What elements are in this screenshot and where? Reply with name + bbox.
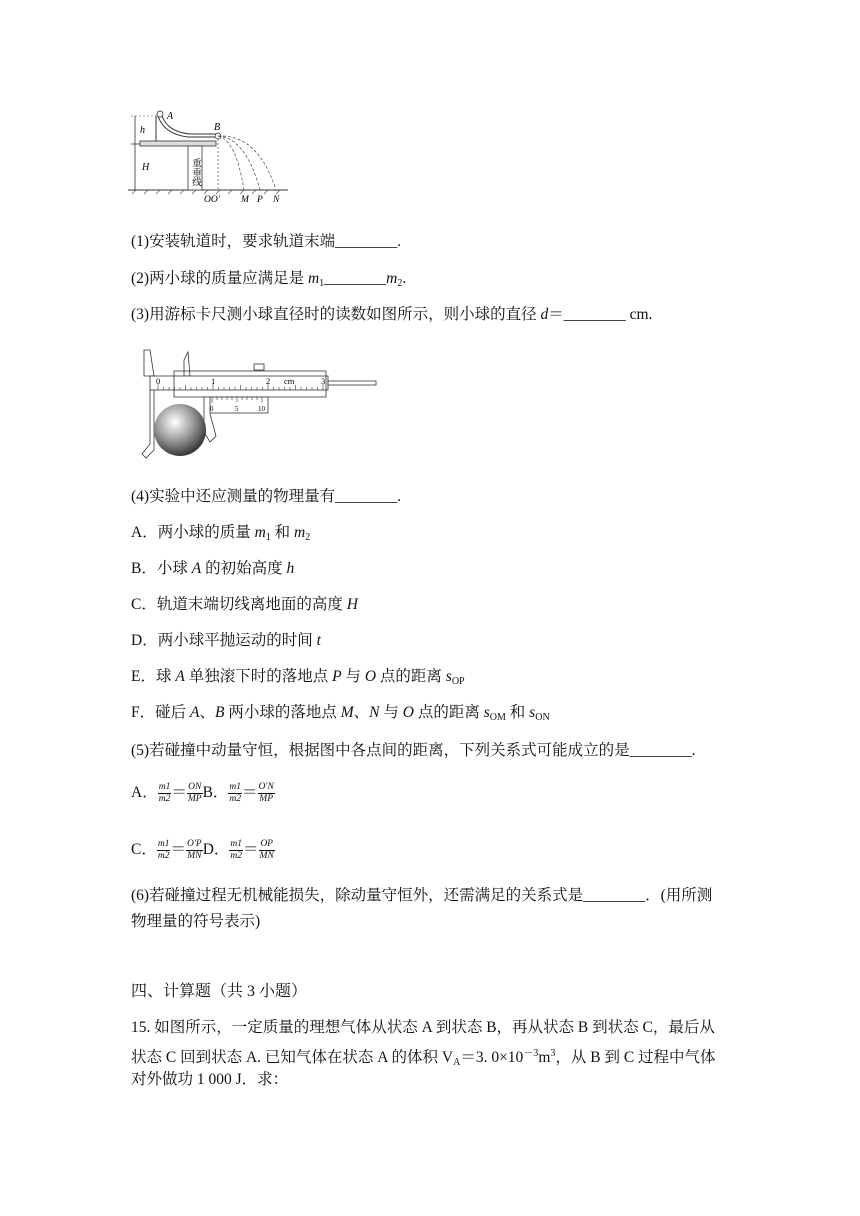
option-4f: F．碰后 A、B 两小球的落地点 M、N 与 O 点的距离 $s_{OM}$ 和 $s_{ON}$ [131, 704, 550, 723]
question-5: (5)若碰撞中动量守恒，根据图中各点间的距离，下列关系式可能成立的是________. [131, 742, 696, 759]
fraction-5c-lhs: $\frac{m1}{m2}$ [157, 838, 170, 861]
fraction-5c-rhs: $\frac{O'P}{MN}$ [186, 838, 202, 861]
question-6-line2: 物理量的符号表示) [131, 913, 261, 930]
option-4d: D．两小球平抛运动的时间 t [131, 632, 321, 649]
label-n: N [273, 195, 280, 205]
fraction-5b-rhs: $\frac{O'N}{MP}$ [258, 781, 274, 804]
main-tick-3: 3 [321, 376, 326, 386]
question-15-line1: 15. 如图所示，一定质量的理想气体从状态 A 到状态 B，再从状态 B 到状态 C，最后从 [131, 1019, 715, 1036]
question-3: (3)用游标卡尺测小球直径时的读数如图所示，则小球的直径 d＝________ cm. [131, 306, 653, 323]
option-4e: E．球 A 单独滚下时的落地点 P 与 O 点的距离 $s_{OP}$ [131, 668, 465, 687]
collision-apparatus-figure [128, 108, 298, 206]
question-4: (4)实验中还应测量的物理量有________. [131, 488, 401, 505]
question-2: (2)两小球的质量应满足是 $m_1\_\_\_\_\_\_\_\_m_2$. [131, 270, 407, 289]
question-15-line3: 对外做功 1 000 J．求： [131, 1071, 289, 1088]
option-5-ab: A． $\frac{m1}{m2}$ ＝ $\frac{ON}{MP}$ B． $\frac{m1}{m2}$ ＝ $\frac{O'N}{MP}$ [131, 781, 274, 804]
question-6-line1: (6)若碰撞过程无机械能损失，除动量守恒外，还需满足的关系式是________．(用所测 [131, 887, 713, 904]
section-heading: 四、计算题（共 3 小题） [131, 983, 308, 1000]
label-plumb-line: 重垂线 [190, 158, 200, 187]
vernier-tick-10: 10 [258, 405, 265, 413]
fraction-5b-lhs: $\frac{m1}{m2}$ [229, 781, 242, 804]
label-a: A [167, 111, 174, 122]
vernier-caliper-figure [130, 346, 382, 462]
question-1: (1)安装轨道时，要求轨道末端________. [131, 233, 401, 250]
vernier-tick-0: 0 [210, 405, 214, 413]
main-unit-cm: cm [284, 376, 295, 386]
label-big-h: H [142, 162, 150, 173]
label-h: h [140, 125, 145, 136]
question-15-line2: 状态 C 回到状态 A. 已知气体在状态 A 的体积 $V_A=3$. $0\times 10^{-3}m^3$，从 B 到 C 过程中气体 [131, 1048, 716, 1069]
fraction-5a-rhs: $\frac{ON}{MP}$ [187, 781, 202, 804]
option-4b: B．小球 A 的初始高度 h [131, 560, 295, 577]
fraction-5d-lhs: $\frac{m1}{m2}$ [230, 838, 243, 861]
main-tick-2: 2 [266, 376, 271, 386]
label-o: OO′ [204, 195, 220, 205]
label-p: P [257, 195, 263, 205]
fraction-5a-lhs: $\frac{m1}{m2}$ [158, 781, 171, 804]
main-tick-0: 0 [156, 376, 161, 386]
main-tick-1: 1 [211, 376, 216, 386]
option-4a: A．两小球的质量 $m_1$ 和 $m_2$ [131, 524, 311, 543]
option-5-cd: C． $\frac{m1}{m2}$ ＝ $\frac{O'P}{MN}$ D． $\frac{m1}{m2}$ ＝ $\frac{OP}{MN}$ [131, 838, 274, 861]
option-4c: C．轨道末端切线离地面的高度 H [131, 596, 358, 613]
label-m: M [241, 195, 249, 205]
vernier-tick-5: 5 [235, 405, 239, 413]
ball-image [154, 404, 206, 456]
fraction-5d-rhs: $\frac{OP}{MN}$ [259, 838, 274, 861]
label-b: B [214, 122, 221, 133]
